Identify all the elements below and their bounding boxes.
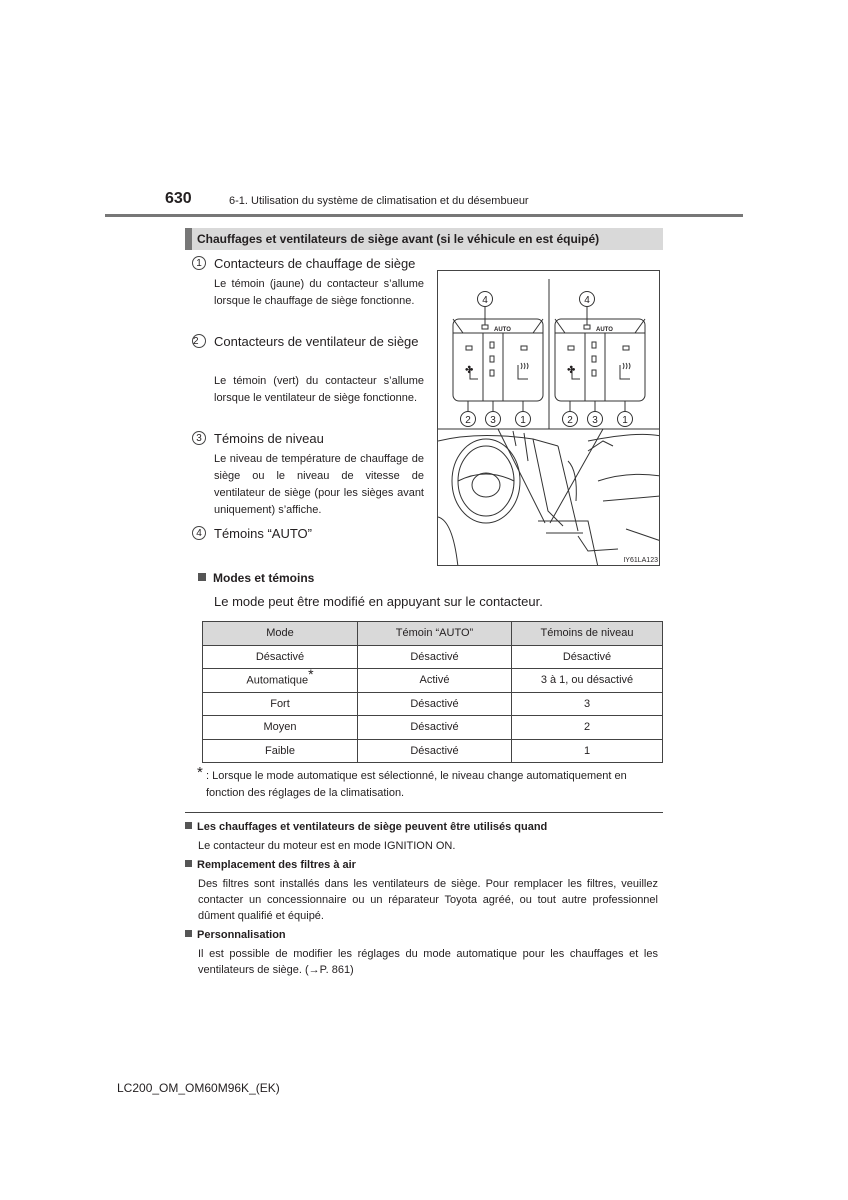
item-2-title: Contacteurs de ventilateur de siège <box>214 334 419 349</box>
left-callout-3: 3 <box>490 415 496 426</box>
page-number: 630 <box>165 190 192 207</box>
table-cell: Désactivé <box>512 645 663 669</box>
item-2-heading <box>193 332 424 351</box>
table-cell: Désactivé <box>358 645 512 669</box>
footnote-star-marker: * <box>197 764 203 781</box>
table-cell: Activé <box>358 669 512 693</box>
table-cell: Automatique* <box>203 669 358 693</box>
right-auto-label: AUTO <box>596 327 613 333</box>
item-3-title: Témoins de niveau <box>214 431 324 446</box>
table-cell: Moyen <box>203 716 358 740</box>
table-cell: Désactivé <box>203 645 358 669</box>
square-bullet-icon <box>185 822 192 829</box>
footer-code: LC200_OM_OM60M96K_(EK) <box>117 1081 280 1095</box>
table-row <box>203 739 663 763</box>
right-callout-3: 3 <box>592 415 598 426</box>
table-cell: Faible <box>203 739 358 763</box>
left-auto-label: AUTO <box>494 327 511 333</box>
square-bullet-icon <box>185 860 192 867</box>
table-cell: Désactivé <box>358 692 512 716</box>
callout-1-icon: 1 <box>192 256 206 270</box>
table-row <box>203 716 663 740</box>
table-cell: Désactivé <box>358 716 512 740</box>
section-marker <box>185 228 192 250</box>
table-cell: 3 <box>512 692 663 716</box>
item-3-body: Le niveau de température de chauffage de siège ou le niveau de vitesse de ventilateur de siège (pour les sièges avant uniquement) s’affiche. <box>214 453 424 516</box>
square-bullet-icon <box>185 930 192 937</box>
chapter-title: 6-1. Utilisation du système de climatisation et du désembueur <box>229 195 529 207</box>
table-cell: Fort <box>203 692 358 716</box>
table-cell: 3 à 1, ou désactivé <box>512 669 663 693</box>
footnote: : Lorsque le mode automatique est sélectionné, le niveau change automatiquement en fonction des réglages de la climatisation. <box>206 770 627 799</box>
note-1-body: Le contacteur du moteur est en mode IGNITION ON. <box>198 840 456 852</box>
note-2-heading: Remplacement des filtres à air <box>185 859 356 871</box>
right-callout-2: 2 <box>567 415 573 426</box>
column-header: Témoins de niveau <box>512 622 663 646</box>
note-1-heading: Les chauffages et ventilateurs de siège peuvent être utilisés quand <box>185 821 547 833</box>
footnote-star: * <box>308 665 314 682</box>
item-4-heading <box>196 524 446 543</box>
left-callout-1: 1 <box>520 415 526 426</box>
modes-heading: Modes et témoins <box>198 571 314 585</box>
callout-2-icon: 2 <box>192 334 206 348</box>
table-row <box>203 669 663 693</box>
table-cell: 2 <box>512 716 663 740</box>
callout-3-icon: 3 <box>192 431 206 445</box>
modes-table <box>202 621 663 763</box>
left-switch-panel <box>453 307 543 413</box>
table-cell: Désactivé <box>358 739 512 763</box>
header-rule <box>105 214 743 217</box>
notes-divider <box>185 812 663 813</box>
item-1-title: Contacteurs de chauffage de siège <box>214 256 416 271</box>
right-callout-4: 4 <box>584 295 590 306</box>
item-1-heading <box>196 254 446 273</box>
section-title: Chauffages et ventilateurs de siège avant (si le véhicule en est équipé) <box>197 232 600 246</box>
note-3-body: Il est possible de modifier les réglages du mode automatique pour les chauffages et les ventilateurs de siège. (→P. 861) <box>198 948 658 976</box>
item-3-heading <box>196 429 446 448</box>
modes-intro: Le mode peut être modifié en appuyant sur le contacteur. <box>214 594 543 609</box>
section-title-bar <box>185 228 663 250</box>
table-header-row <box>203 622 663 646</box>
note-2-body: Des filtres sont installés dans les ventilateurs de siège. Pour remplacer les filtres, veuillez contacter un concessionnaire ou un réparateur Toyota agréé, ou tout autre professionnel dûment qualifié et équipé. <box>198 878 658 922</box>
item-4-title: Témoins “AUTO” <box>214 526 312 541</box>
dashboard-illustration-svg <box>438 271 660 566</box>
right-callout-1: 1 <box>622 415 628 426</box>
right-switch-panel <box>555 307 645 413</box>
table-cell: 1 <box>512 739 663 763</box>
svg-text:✤: ✤ <box>567 365 576 376</box>
callout-4-icon: 4 <box>192 526 206 540</box>
seat-climate-illustration <box>437 270 660 566</box>
table-row <box>203 692 663 716</box>
item-1-body: Le témoin (jaune) du contacteur s’allume lorsque le chauffage de siège fonctionne. <box>214 278 424 307</box>
illustration-code: IY61LA123 <box>623 557 658 564</box>
left-callout-2: 2 <box>465 415 471 426</box>
column-header: Témoin “AUTO” <box>358 622 512 646</box>
square-bullet-icon <box>198 573 206 581</box>
left-callout-4: 4 <box>482 295 488 306</box>
svg-text:✤: ✤ <box>465 365 474 376</box>
column-header: Mode <box>203 622 358 646</box>
note-3-heading: Personnalisation <box>185 929 286 941</box>
table-row <box>203 645 663 669</box>
item-2-body: Le témoin (vert) du contacteur s’allume lorsque le ventilateur de siège fonctionne. <box>214 375 424 404</box>
